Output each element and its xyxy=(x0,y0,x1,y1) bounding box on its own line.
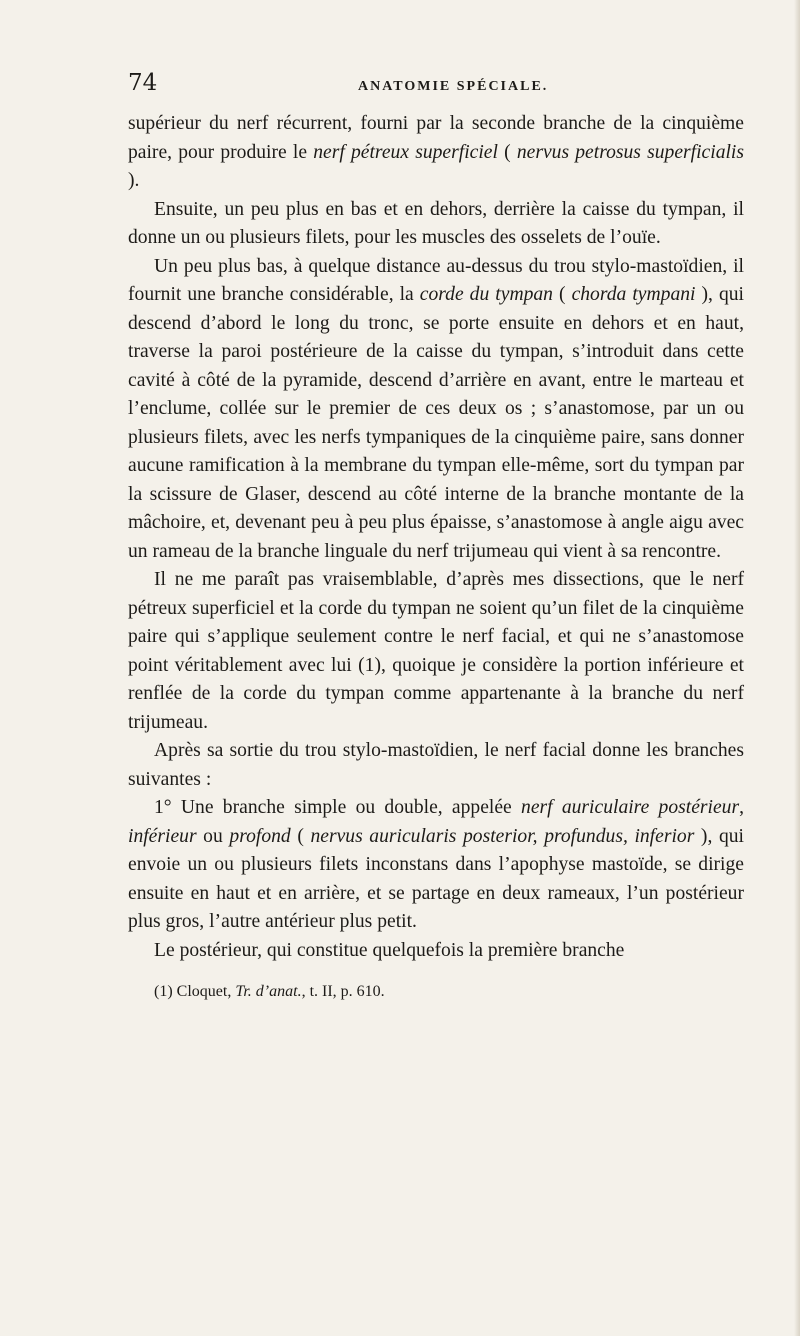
page-header xyxy=(128,70,744,104)
text-run: Un peu plus bas, à quelque distance au-dessus du trou stylo-mastoïdien, il fournit une branche considérable, la xyxy=(128,255,744,305)
italic-term: nervus petrosus superficialis xyxy=(516,141,744,163)
text-run: ( xyxy=(497,141,517,163)
text-run: ), qui envoie un ou plusieurs filets inconstans dans l’apophyse mastoïde, se dirige ensuite en haut et en arrière, et se partage en deux rameaux, l’un postérieur plus gros, l’autre antérieur plus petit. xyxy=(128,825,745,932)
footnote xyxy=(128,983,744,1001)
text-run: Après sa sortie du trou stylo-mastoïdien, le nerf facial donne les branches suivantes : xyxy=(128,740,744,790)
paragraph xyxy=(128,566,744,737)
text-run: ), qui descend d’abord le long du tronc, se porte ensuite en dehors et en haut, traverse la paroi postérieure de la caisse du tympan, s’introduit dans cette cavité à côté de la pyramide, descend d’arrière en avant, entre le marteau et l’enclume, collée sur le premier de ces deux os ; s’anastomose, par un ou plusieurs filets, avec les nerfs tympaniques de la cinquième paire, sans donner aucune ramification à la membrane du tympan elle-même, sort du tympan par la scissure de Glaser, descend au côté interne de la branche montante de la mâchoire, et, devenant peu à peu plus épaisse, s’anastomose à angle aigu avec un rameau de la branche linguale du nerf trijumeau qui vient à sa rencontre. xyxy=(128,284,744,562)
italic-term: chorda tympani xyxy=(571,284,696,305)
italic-term: nerf pétreux superficiel xyxy=(313,141,498,163)
paragraph xyxy=(128,794,744,937)
italic-term: inférieur xyxy=(128,825,197,847)
page-edge-shadow xyxy=(794,0,800,1336)
running-title: ANATOMIE SPÉCIALE. xyxy=(358,79,549,94)
text-run: supérieur du nerf récurrent, fourni par la seconde branche de la cinquième paire, pour produire le xyxy=(128,113,744,163)
paragraph xyxy=(128,110,744,196)
italic-term: nerf auriculaire postérieur xyxy=(521,797,740,818)
paragraph xyxy=(128,196,744,253)
text-run: Il ne me paraît pas vraisemblable, d’après mes dissections, que le nerf pétreux superficiel et la corde du tympan ne soient qu’un filet de la cinquième paire qui s’applique seulement contre le nerf facial, et qui ne s’anastomose point véritablement avec lui (1), quoique je considère la portion inférieure et renflée de la corde du tympan comme appartenante à la branche du nerf trijumeau. xyxy=(128,569,744,733)
text-run: ou xyxy=(196,825,230,847)
italic-term: nervus auricularis posterior, profundus, inferior xyxy=(310,825,695,847)
text-run: ( xyxy=(290,825,311,847)
footnote-text: , t. II, p. 610. xyxy=(301,983,385,1000)
text-run: Ensuite, un peu plus en bas et en dehors, derrière la caisse du tympan, il donne un ou plusieurs filets, pour les muscles des osselets de l’ouïe. xyxy=(128,198,744,248)
body-text xyxy=(128,110,744,965)
paragraph xyxy=(128,737,744,794)
page-number: 74 xyxy=(128,70,158,96)
italic-term: profond xyxy=(229,825,291,847)
paragraph xyxy=(128,253,744,567)
text-run: , xyxy=(739,797,744,818)
text-run: Le postérieur, qui constitue quelquefois la première branche xyxy=(154,939,625,961)
text-run: 1° Une branche simple ou double, appelée xyxy=(154,797,522,818)
footnote-citation-title: Tr. d’anat. xyxy=(235,983,302,1000)
footnote-text: (1) Cloquet, xyxy=(154,983,236,1000)
italic-term: corde du tympan xyxy=(419,284,553,305)
text-run: ). xyxy=(128,170,140,191)
paragraph xyxy=(128,937,744,966)
text-run: ( xyxy=(552,284,572,305)
